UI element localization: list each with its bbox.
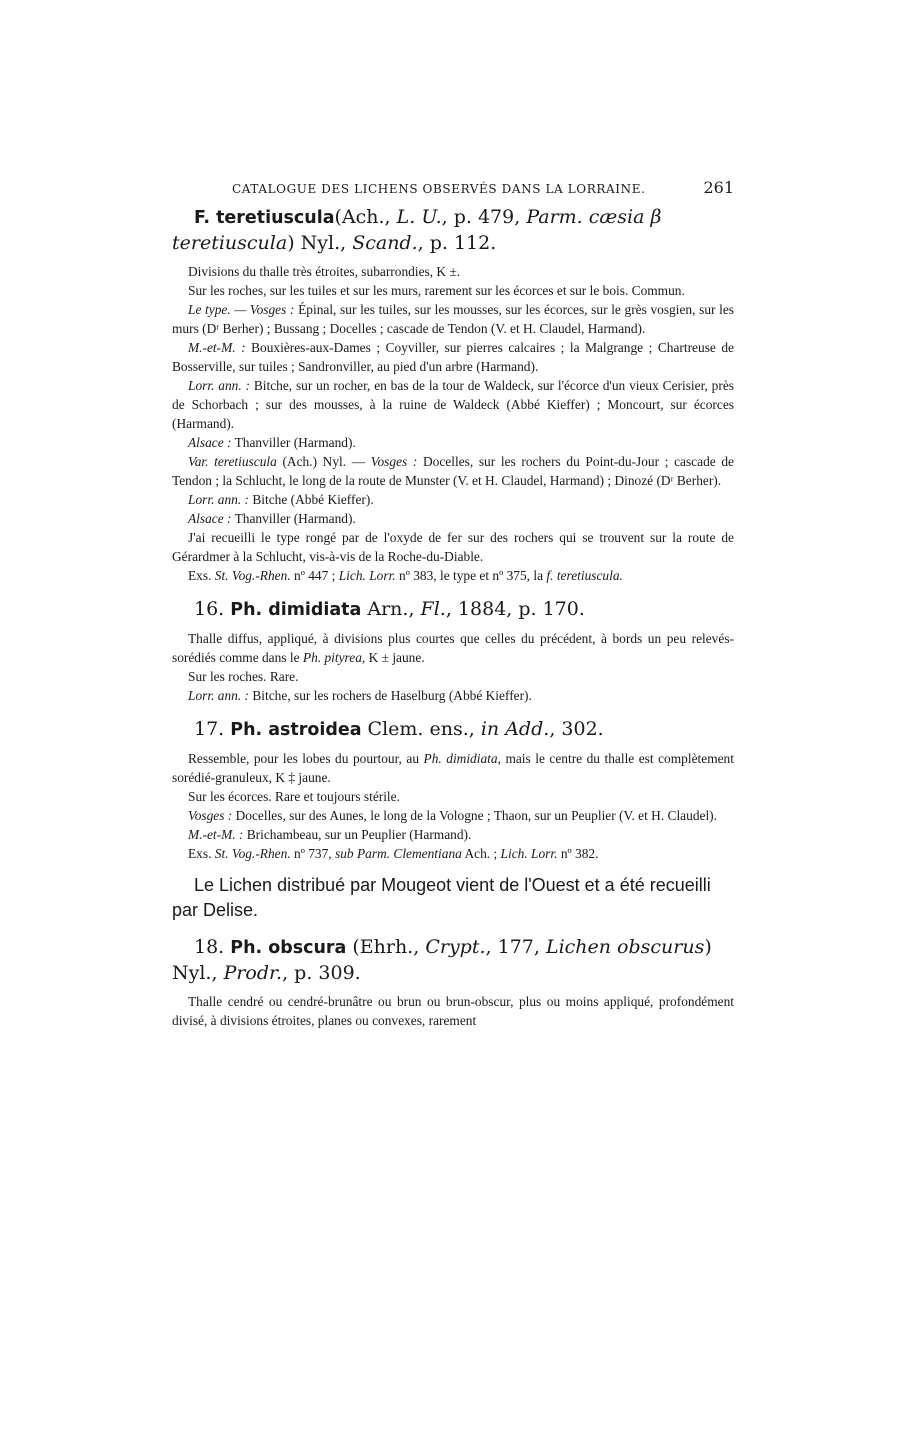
text-run: F. teretiuscula — [194, 208, 335, 228]
body-paragraph — [172, 300, 734, 338]
text-run: Ph. astroidea — [230, 720, 362, 740]
text-run: Exs. — [188, 568, 215, 583]
text-run: Lichen obscurus — [545, 936, 705, 958]
text-run: Lorr. ann. : — [188, 378, 250, 393]
body-paragraph — [172, 806, 734, 825]
text-run: Arn., — [361, 598, 421, 620]
text-run: Ph. dimidiata, — [423, 751, 501, 766]
body-paragraph — [172, 376, 734, 433]
text-run: Vosges : — [370, 454, 418, 469]
running-title: CATALOGUE DES LICHENS OBSERVÉS DANS LA LORRAINE. — [232, 182, 646, 196]
body-paragraph — [172, 262, 734, 281]
text-run: Fl. — [420, 598, 446, 620]
text-run: Bitche, sur les rochers de Haselburg (Abbé Kieffer). — [249, 688, 532, 703]
text-run: Ph. pityrea, — [302, 650, 366, 665]
text-run: , p. 479, — [441, 206, 527, 228]
text-run: Le Lichen distribué par Mougeot vient de l'Ouest et a été recueilli par Delise. — [172, 875, 711, 920]
body-paragraph — [172, 629, 734, 667]
text-run: St. Vog.-Rhen. — [214, 568, 291, 583]
text-run: (Ehrh., — [346, 936, 426, 958]
text-run: Ressemble, pour les lobes du pourtour, au — [188, 751, 424, 766]
text-run: , 177, — [485, 936, 546, 958]
text-run: M.-et-M. : — [188, 340, 246, 355]
text-run: , 1884, p. 170. — [445, 598, 585, 620]
text-run: Ach. ; — [461, 846, 501, 861]
body-paragraph — [172, 338, 734, 376]
text-run: Thanviller (Harmand). — [231, 511, 356, 526]
body-paragraph — [172, 992, 734, 1030]
text-run: Bitche (Abbé Kieffer). — [249, 492, 374, 507]
text-run: Alsace : — [188, 511, 232, 526]
body-paragraph — [172, 566, 734, 585]
text-run: Thanviller (Harmand). — [231, 435, 356, 450]
text-run: Brichambeau, sur un Peuplier (Harmand). — [243, 827, 472, 842]
document-page — [172, 178, 734, 1030]
body-paragraph — [172, 490, 734, 509]
species-heading — [172, 205, 734, 256]
body-paragraph — [172, 844, 734, 863]
text-run: Lorr. ann. : — [188, 688, 250, 703]
text-run: (Ach.) Nyl. — — [276, 454, 371, 469]
text-run: (Ach., — [334, 206, 397, 228]
text-run: M.-et-M. : — [188, 827, 244, 842]
text-run: nº 382. — [557, 846, 599, 861]
body-paragraph — [172, 509, 734, 528]
text-run: L. U. — [396, 206, 442, 228]
text-run: Docelles, sur les rochers du Point-du-Jour ; cascade de Tendon ; la Schlucht, le long de la route de Munster (V. et H. Claudel, Harmand) ; Dinozé (Dʳ Berher). — [172, 454, 734, 488]
species-heading — [172, 717, 734, 743]
text-run: mais le centre du thalle est complètement sorédié-granuleux, K ‡ jaune. — [172, 751, 734, 785]
text-run: Le type. — Vosges : — [188, 302, 295, 317]
page-number: 261 — [703, 178, 734, 197]
text-run: Clem. ens., — [361, 718, 481, 740]
text-run: Sur les écorces. Rare et toujours stérile. — [188, 789, 400, 804]
text-run: sub Parm. Clementiana — [335, 846, 462, 861]
text-run: Scand. — [352, 232, 418, 254]
text-run: nº 737, — [290, 846, 335, 861]
text-run: St. Vog.-Rhen. — [214, 846, 291, 861]
text-run: Ph. obscura — [230, 938, 347, 958]
page-body — [172, 205, 734, 1030]
text-run: , p. 112. — [417, 232, 497, 254]
text-run: Lich. Lorr. — [338, 568, 396, 583]
body-paragraph — [172, 452, 734, 490]
text-run: , p. 309. — [282, 962, 361, 984]
text-run: Bouxières-aux-Dames ; Coyviller, sur pierres calcaires ; la Malgrange ; Chartreuse de Bosserville, sur tuiles ; Sandronviller, au pied d'un arbre (Harmand). — [172, 340, 735, 374]
text-run: Crypt. — [425, 936, 486, 958]
text-run: Parm. cæsia β teretiuscula — [172, 206, 662, 254]
text-run: Épinal, sur les tuiles, sur les mousses, sur les écorces, sur le grès vosgien, sur les murs (Dʳ Berher) ; Bussang ; Docelles ; cascade de Tendon (V. et H. Claudel, Harmand). — [172, 302, 734, 336]
text-run: Prodr. — [223, 962, 283, 984]
text-run: in Add. — [480, 718, 550, 740]
text-run: Divisions du thalle très étroites, subarrondies, K ±. — [188, 264, 461, 279]
running-header — [232, 178, 734, 197]
text-run: K ± jaune. — [365, 650, 425, 665]
body-paragraph — [172, 667, 734, 686]
text-run: Thalle diffus, appliqué, à divisions plus courtes que celles du précédent, à bords un peu relevés-sorédiés comme dans le — [172, 631, 734, 665]
body-paragraph — [172, 281, 734, 300]
text-run: , 302. — [549, 718, 604, 740]
text-run: Var. teretiuscula — [188, 454, 277, 469]
text-run: J'ai recueilli le type rongé par de l'oxyde de fer sur des rochers qui se trouvent sur la route de Gérardmer à la Schlucht, vis-à-vis de la Roche-du-Diable. — [172, 530, 734, 564]
text-run: ) Nyl., — [287, 232, 353, 254]
text-run: Ph. dimidiata — [230, 600, 362, 620]
text-run: Lorr. ann. : — [188, 492, 250, 507]
body-paragraph — [172, 825, 734, 844]
body-paragraph — [172, 528, 734, 566]
text-run: Lich. Lorr. — [500, 846, 558, 861]
species-heading — [172, 935, 734, 986]
text-run: Sur les roches, sur les tuiles et sur les murs, rarement sur les écorces et sur le bois. Commun. — [188, 283, 685, 298]
body-paragraph — [172, 787, 734, 806]
body-paragraph — [172, 749, 734, 787]
text-run: Vosges : — [188, 808, 233, 823]
note-paragraph — [172, 873, 734, 923]
text-run: nº 447 ; — [290, 568, 339, 583]
body-paragraph — [172, 686, 734, 705]
text-run: ) Nyl., — [172, 936, 712, 984]
text-run: Thalle cendré ou cendré-brunâtre ou brun ou brun-obscur, plus ou moins appliqué, profondément divisé, à divisions étroites, planes ou convexes, rarement — [172, 994, 734, 1028]
text-run: nº 383, le type et nº 375, la — [395, 568, 547, 583]
body-paragraph — [172, 433, 734, 452]
text-run: 16. — [194, 598, 231, 620]
text-run: Alsace : — [188, 435, 232, 450]
text-run: 18. — [194, 936, 231, 958]
species-heading — [172, 597, 734, 623]
text-run: Sur les roches. Rare. — [188, 669, 299, 684]
text-run: Bitche, sur un rocher, en bas de la tour de Waldeck, sur l'écorce d'un vieux Cerisier, près de Schorbach ; sur des mousses, à la ruine de Waldeck (Abbé Kieffer) ; Moncourt, sur écorces (Harmand). — [172, 378, 734, 431]
text-run: f. teretiuscula. — [546, 568, 623, 583]
text-run: Docelles, sur des Aunes, le long de la Vologne ; Thaon, sur un Peuplier (V. et H. Claudel). — [232, 808, 717, 823]
text-run: Exs. — [188, 846, 215, 861]
text-run: 17. — [194, 718, 231, 740]
